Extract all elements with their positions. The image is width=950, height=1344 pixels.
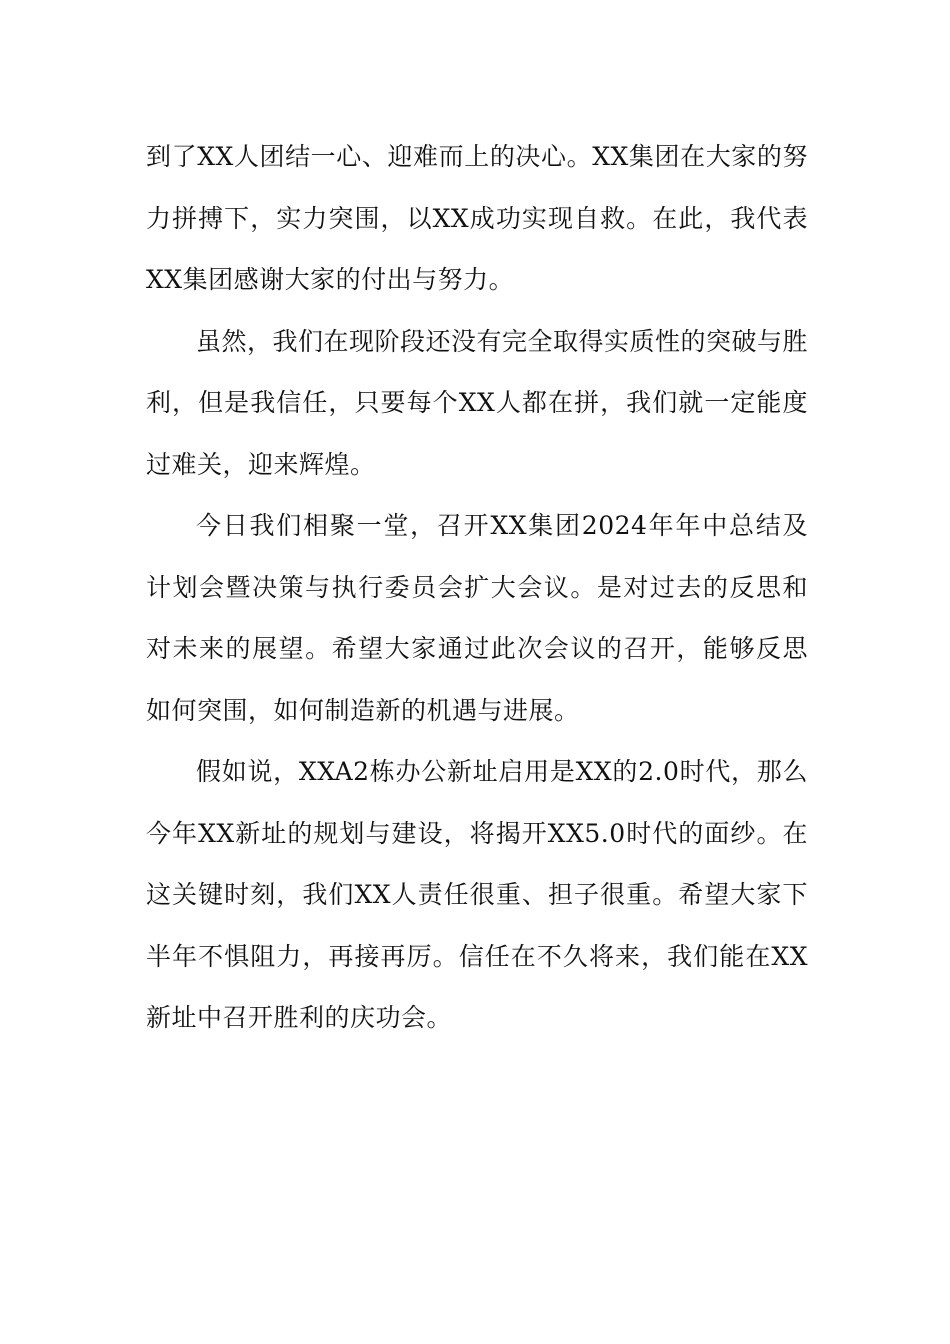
paragraph: 今日我们相聚一堂，召开XX集团2024年年中总结及计划会暨决策与执行委员会扩大会议。是对过去的反思和对未来的展望。希望大家通过此次会议的召开，能够反思如何突围，如何制造新的机遇与进展。: [146, 511, 808, 725]
paragraph: 假如说，XXA2栋办公新址启用是XX的2.0时代，那么今年XX新址的规划与建设，将揭开XX5.0时代的面纱。在这关键时刻，我们XX人责任很重、担子很重。希望大家下半年不惧阻力，再接再厉。信任在不久将来，我们能在XX新址中召开胜利的庆功会。: [146, 757, 808, 1032]
paragraph-continued: 到了XX人团结一心、迎难而上的决心。XX集团在大家的努力拼搏下，实力突围，以XX成功实现自救。在此，我代表XX集团感谢大家的付出与努力。: [146, 142, 808, 294]
document-body: [146, 126, 808, 1049]
paragraph: 虽然，我们在现阶段还没有完全取得实质性的突破与胜利，但是我信任，只要每个XX人都在拼，我们就一定能度过难关，迎来辉煌。: [146, 326, 809, 479]
